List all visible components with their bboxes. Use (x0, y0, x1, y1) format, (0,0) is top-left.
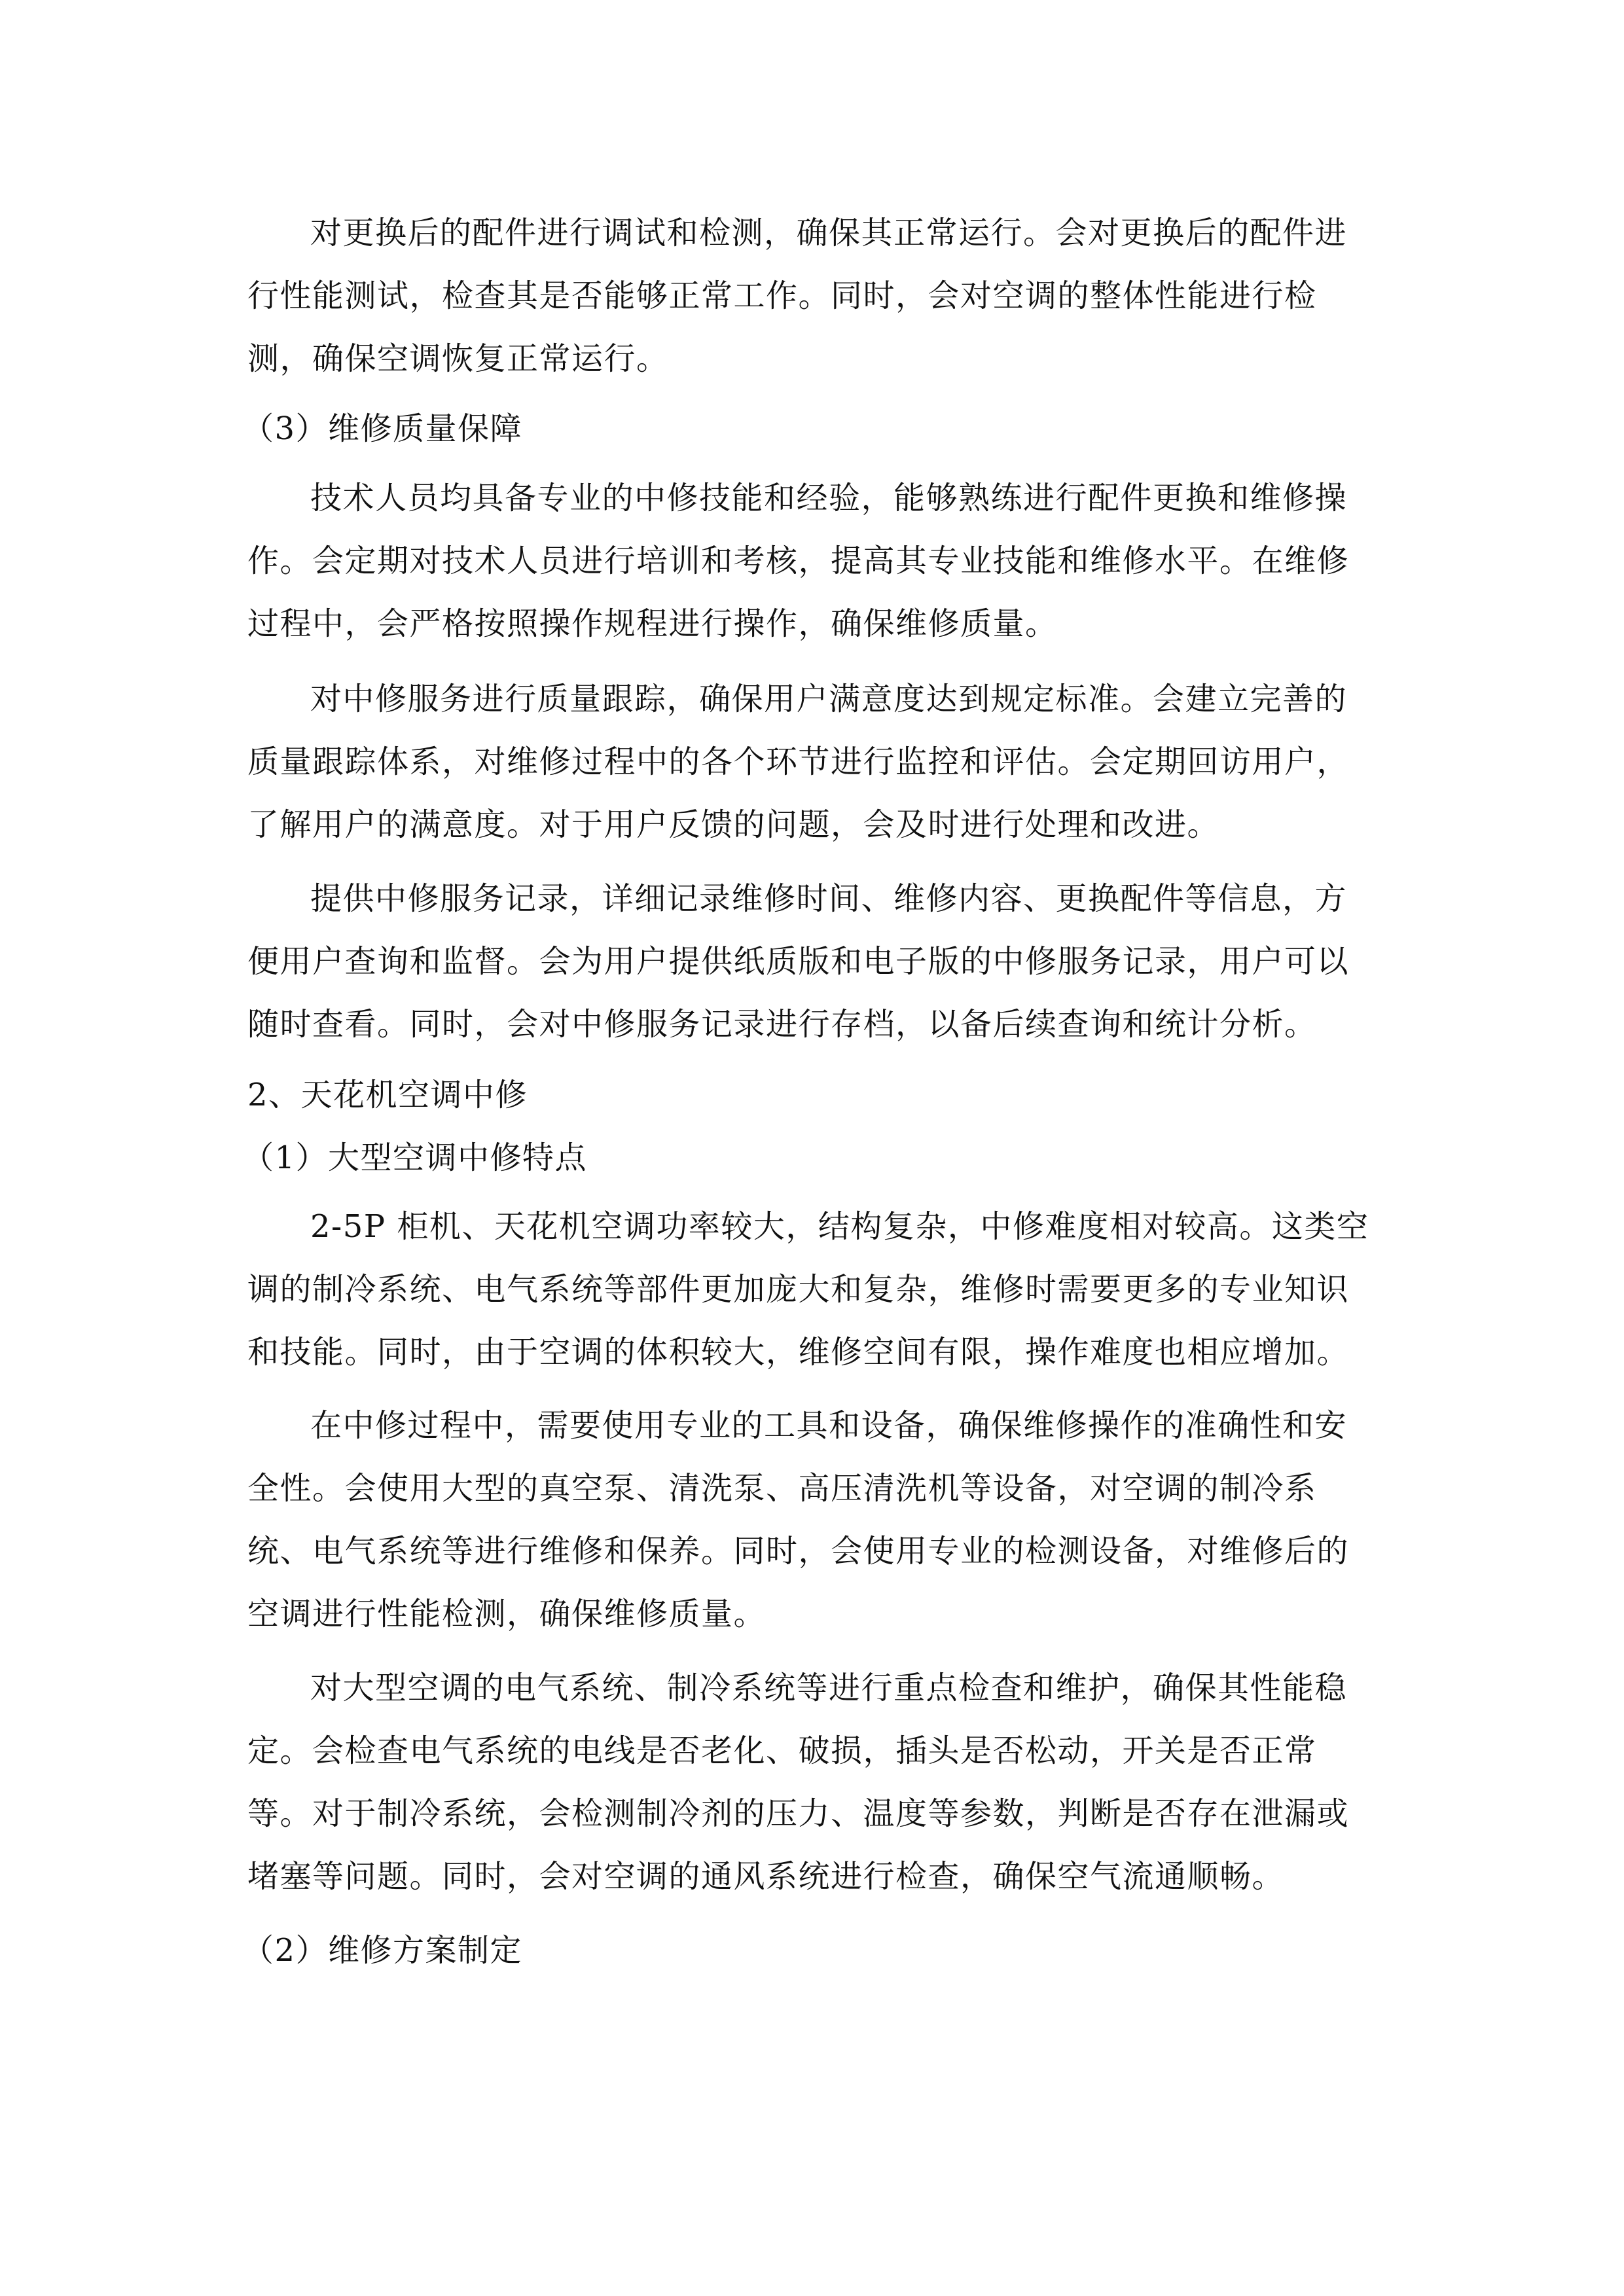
paragraph-line: 随时查看。同时，会对中修服务记录进行存档，以备后续查询和统计分析。 (247, 1006, 1317, 1043)
paragraph-line: 便用户查询和监督。会为用户提供纸质版和电子版的中修服务记录，用户可以 (247, 943, 1350, 980)
paragraph-line: 空调进行性能检测，确保维修质量。 (247, 1596, 767, 1632)
paragraph-line: 质量跟踪体系，对维修过程中的各个环节进行监控和评估。会定期回访用户， (247, 744, 1350, 780)
paragraph-line: 定。会检查电气系统的电线是否老化、破损，插头是否松动，开关是否正常 (247, 1732, 1317, 1769)
section-heading: 2、天花机空调中修 (247, 1077, 528, 1113)
subsection-heading: （2）维修方案制定 (242, 1932, 523, 1969)
paragraph-line: 和技能。同时，由于空调的体积较大，维修空间有限，操作难度也相应增加。 (247, 1334, 1350, 1371)
paragraph-line: 过程中，会严格按照操作规程进行操作，确保维修质量。 (247, 605, 1058, 642)
paragraph-line: 提供中修服务记录，详细记录维修时间、维修内容、更换配件等信息，方 (310, 880, 1348, 917)
paragraph-line: 2-5P 柜机、天花机空调功率较大，结构复杂，中修难度相对较高。这类空 (310, 1208, 1369, 1245)
paragraph-line: 调的制冷系统、电气系统等部件更加庞大和复杂，维修时需要更多的专业知识 (247, 1271, 1350, 1308)
paragraph-line: 在中修过程中，需要使用专业的工具和设备，确保维修操作的准确性和安 (310, 1407, 1348, 1444)
paragraph-line: 对中修服务进行质量跟踪，确保用户满意度达到规定标准。会建立完善的 (310, 681, 1348, 717)
section-heading: （3）维修质量保障 (242, 410, 523, 447)
paragraph-line: 对大型空调的电气系统、制冷系统等进行重点检查和维护，确保其性能稳 (310, 1670, 1348, 1706)
paragraph-line: 作。会定期对技术人员进行培训和考核，提高其专业技能和维修水平。在维修 (247, 543, 1350, 579)
paragraph-line: 了解用户的满意度。对于用户反馈的问题，会及时进行处理和改进。 (247, 806, 1220, 843)
paragraph-line: 测，确保空调恢复正常运行。 (247, 340, 669, 377)
paragraph-line: 对更换后的配件进行调试和检测，确保其正常运行。会对更换后的配件进 (310, 215, 1348, 251)
subsection-heading: （1）大型空调中修特点 (242, 1139, 588, 1176)
paragraph-line: 技术人员均具备专业的中修技能和经验，能够熟练进行配件更换和维修操 (310, 480, 1348, 516)
paragraph-line: 统、电气系统等进行维修和保养。同时，会使用专业的检测设备，对维修后的 (247, 1533, 1350, 1570)
paragraph-line: 行性能测试，检查其是否能够正常工作。同时，会对空调的整体性能进行检 (247, 278, 1317, 314)
paragraph-line: 堵塞等问题。同时，会对空调的通风系统进行检查，确保空气流通顺畅。 (247, 1858, 1285, 1895)
paragraph-line: 等。对于制冷系统，会检测制冷剂的压力、温度等参数，判断是否存在泄漏或 (247, 1795, 1350, 1832)
paragraph-line: 全性。会使用大型的真空泵、清洗泵、高压清洗机等设备，对空调的制冷系 (247, 1470, 1317, 1507)
